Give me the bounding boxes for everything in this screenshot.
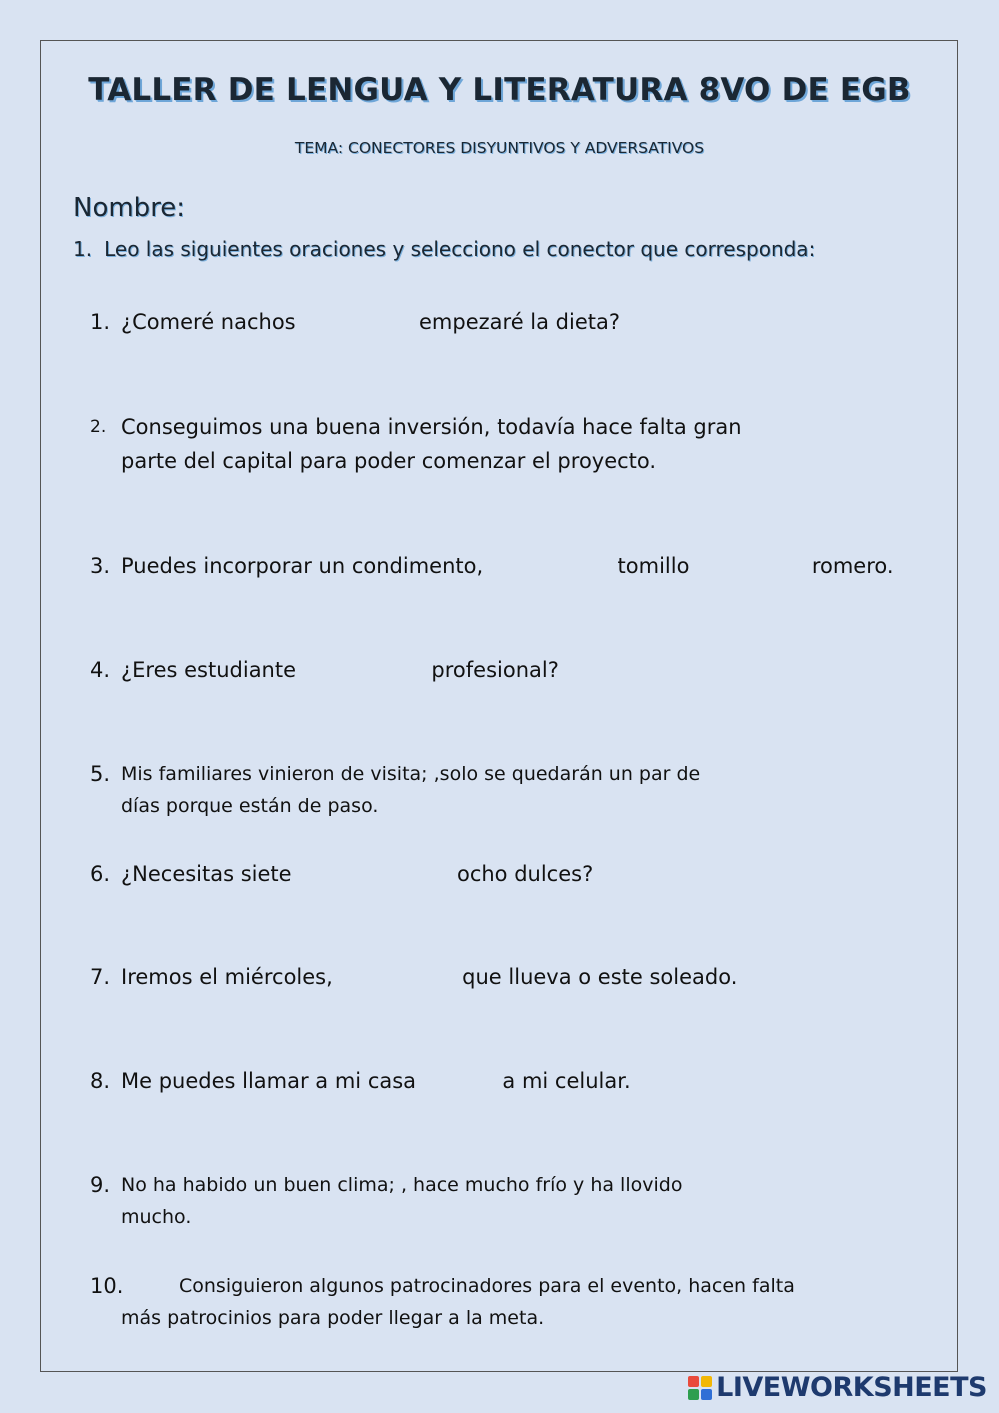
item-text: Consiguieron algunos patrocinadores para el evento, <box>179 1275 683 1297</box>
item-text: tomillo <box>617 554 690 578</box>
item-number: 9. <box>90 1173 111 1197</box>
item-text: empezaré la dieta? <box>419 310 620 334</box>
exercise-item-7 <box>90 960 938 994</box>
item-number: 2. <box>90 417 107 437</box>
item-text: Me puedes llamar a mi casa <box>121 1069 417 1093</box>
item-number: 8. <box>90 1069 111 1093</box>
item-text: , hace mucho frío y ha llovido <box>400 1174 683 1196</box>
item-text: Conseguimos una buena inversión, <box>121 415 491 439</box>
item-text-line2: días porque están de paso. <box>121 795 379 817</box>
item-text: que llueva o este soleado. <box>462 965 738 989</box>
item-text: hacen falta <box>688 1275 795 1297</box>
exercise-item-1 <box>90 305 938 339</box>
item-text: Puedes incorporar un condimento, <box>121 554 484 578</box>
logo-text: LIVEWORKSHEETS <box>716 1372 987 1403</box>
item-number: 4. <box>90 658 111 682</box>
worksheet-subtitle: TEMA: CONECTORES DISYUNTIVOS Y ADVERSATIVOS <box>294 139 705 157</box>
item-text: Mis familiares vinieron de visita; <box>121 763 428 785</box>
exercise-item-6 <box>90 857 938 891</box>
exercise-item-8 <box>90 1064 938 1098</box>
instruction-text: Leo las siguientes oraciones y selecciono el conector que corresponda: <box>104 237 816 261</box>
exercise-item-9 <box>90 1169 938 1233</box>
item-number: 7. <box>90 965 111 989</box>
worksheet-title: TALLER DE LENGUA Y LITERATURA 8VO DE EGB <box>88 72 911 108</box>
item-number: 3. <box>90 554 111 578</box>
item-number: 10. <box>90 1274 124 1298</box>
item-text: a mi celular. <box>502 1069 631 1093</box>
item-text: ocho dulces? <box>456 862 594 886</box>
item-number: 1. <box>90 310 111 334</box>
item-text: ¿Comeré nachos <box>121 310 296 334</box>
item-number: 5. <box>90 762 111 786</box>
exercise-item-2 <box>90 410 938 478</box>
item-text: Iremos el miércoles, <box>121 965 333 989</box>
item-text: No ha habido un buen clima; <box>121 1174 395 1196</box>
exercise-item-4 <box>90 653 938 687</box>
item-text: ,solo se quedarán un par de <box>433 763 701 785</box>
item-text-line2: parte del capital para poder comenzar el proyecto. <box>121 449 657 473</box>
logo-grid-icon <box>688 1376 712 1400</box>
instruction <box>73 237 815 261</box>
item-text: todavía hace falta gran <box>497 415 742 439</box>
exercise-item-10 <box>90 1270 938 1334</box>
item-text: ¿Eres estudiante <box>121 658 297 682</box>
item-number: 6. <box>90 862 111 886</box>
name-label: Nombre: <box>73 193 186 223</box>
item-text: profesional? <box>431 658 559 682</box>
instruction-number: 1. <box>73 237 93 261</box>
item-text-line2: más patrocinios para poder llegar a la meta. <box>121 1307 545 1329</box>
item-text-line2: mucho. <box>121 1206 192 1228</box>
item-text: romero. <box>811 554 894 578</box>
liveworksheets-logo[interactable] <box>688 1372 987 1403</box>
item-text: ¿Necesitas siete <box>121 862 292 886</box>
exercise-item-3 <box>90 549 938 583</box>
exercise-item-5 <box>90 758 938 822</box>
